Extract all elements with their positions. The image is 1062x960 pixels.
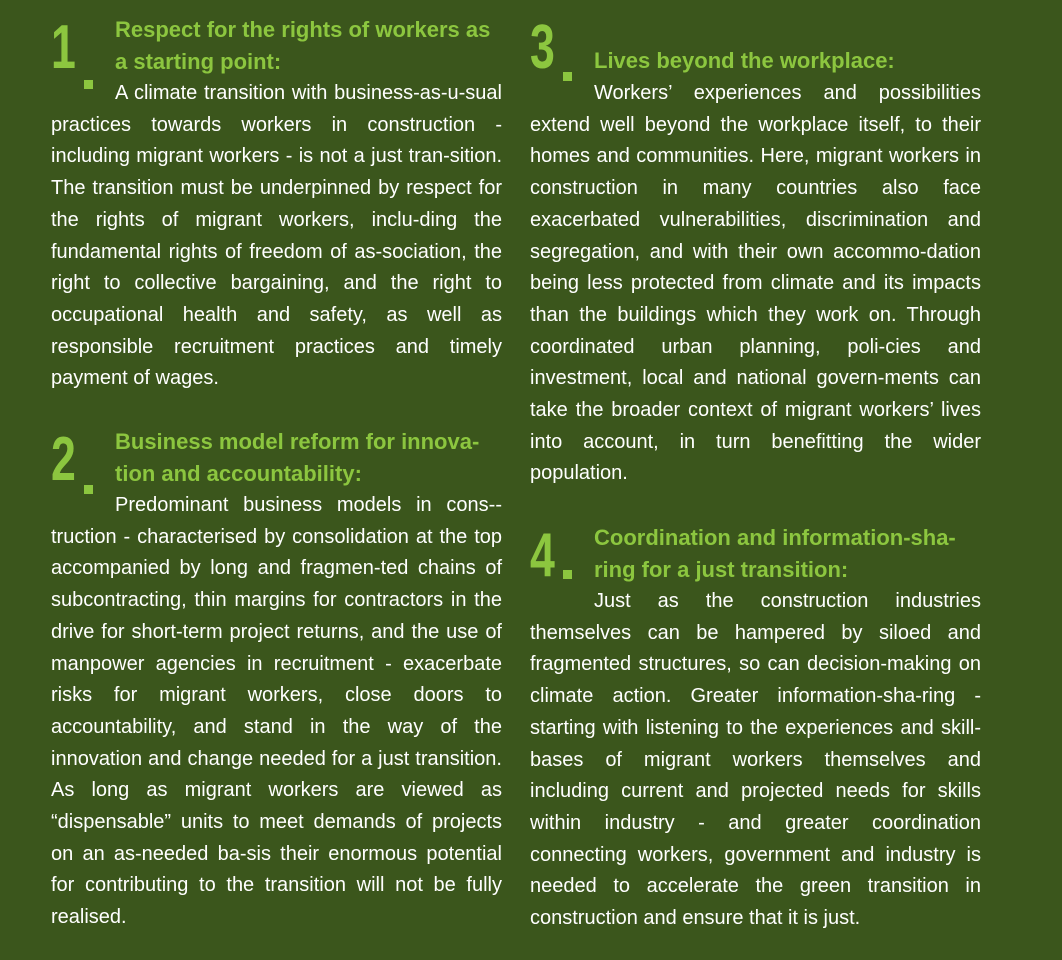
section-heading-line: a starting point: — [115, 48, 282, 74]
section-number: 4 — [530, 521, 555, 590]
section-2 — [51, 426, 503, 936]
section-body-text: Predominant business models in cons-truction - characterised by consolidation at the top accompanied by long and fragmen-ted chains of subcontracting, thin margins for contractors in the drive for short-term project returns, and the use of manpower agencies in recruitment - exacerbate risks for migrant workers, close doors to accountability, and stand in the way of the innovation and change needed for a just transition. As long as migrant workers are viewed as “dispensable” units to meet demands of projects on an as-needed ba-sis their enormous potential for contributing to the transition will not be fully realised. — [51, 494, 502, 929]
section-heading — [594, 45, 895, 77]
section-heading-line: Lives beyond the workplace: — [594, 48, 895, 73]
section-heading-line: ring for a just transition: — [594, 556, 849, 582]
section-heading — [115, 14, 490, 77]
section-1 — [51, 14, 503, 394]
section-4 — [530, 522, 982, 937]
section-number: 1 — [51, 13, 76, 82]
section-heading-line: Business model reform for innova- — [115, 429, 480, 454]
section-heading-line: Coordination and information-sha- — [594, 525, 956, 550]
section-heading-line: Respect for the rights of workers as — [115, 17, 491, 42]
section-3 — [530, 14, 982, 494]
section-body — [51, 78, 502, 395]
section-heading-line: tion and accountability: — [115, 460, 362, 486]
section-body-text: Just as the construction industries themselves can be hampered by siloed and fragmented structures, so can decision-making on climate action. Greater information-sha-ring - starting with listening to the experiences and skill-bases of migrant workers themselves and including current and projected needs for skills within industry - and greater coordination connecting workers, government and industry is needed to accelerate the green transition in construction and ensure that it is just. — [530, 590, 981, 930]
number-dot — [563, 570, 572, 579]
section-heading — [115, 426, 479, 489]
section-body — [51, 490, 502, 934]
section-number: 2 — [51, 425, 76, 494]
section-heading — [594, 522, 956, 585]
section-body — [530, 78, 981, 490]
section-body — [530, 586, 981, 935]
section-number: 3 — [530, 13, 555, 82]
section-body-text: A climate transition with business-as-u-sual practices towards workers in construction - including migrant workers - is not a just tran-sition. The transition must be underpinned by respect for the rights of migrant workers, inclu-ding the fundamental rights of freedom of as-sociation, the right to collective bargaining, and the right to occupational health and safety, as well as responsible recruitment practices and timely payment of wages. — [51, 82, 502, 390]
section-body-text: Workers’ experiences and possibilities extend well beyond the workplace itself, to their homes and communities. Here, migrant workers in construction in many countries also face exacerbated vulnerabilities, discrimination and segregation, and with their own accommo-dation being less protected from climate and its impacts than the buildings which they work on. Through coordinated urban planning, poli-cies and investment, local and national govern-ments can take the broader context of migrant workers’ lives into account, in turn benefitting the wider population. — [530, 82, 981, 485]
